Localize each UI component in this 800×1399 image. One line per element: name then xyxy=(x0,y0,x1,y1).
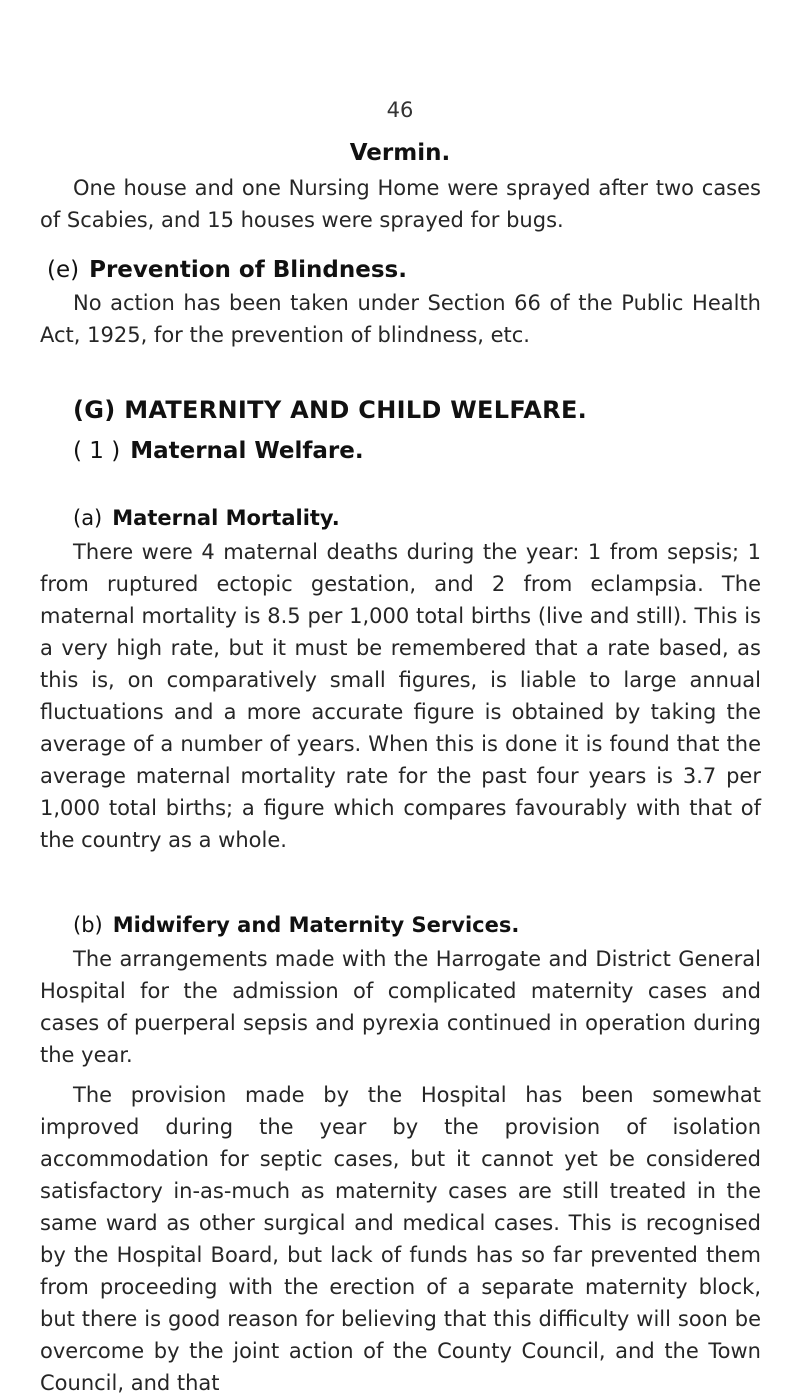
midwifery-services-heading xyxy=(40,913,761,937)
maternity-child-welfare-section xyxy=(40,396,761,464)
section-e-title: Prevention of Blindness. xyxy=(89,257,407,283)
midwifery-paragraph-1: The arrangements made with the Harrogate and District General Hospital for the admission of complicated maternity cases and cases of puerperal sepsis and pyrexia continued in operation during the year. xyxy=(40,947,761,1067)
prevention-of-blindness-section xyxy=(40,257,761,351)
vermin-section xyxy=(40,172,761,236)
section-1-label: ( 1 ) xyxy=(73,438,121,464)
vermin-heading: Vermin. xyxy=(349,140,451,166)
sub-a-label: (a) xyxy=(73,506,103,530)
maternal-mortality-paragraph: There were 4 maternal deaths during the year: 1 from sepsis; 1 from ruptured ectopic gestation, and 2 from eclampsia. The maternal mortality is 8.5 per 1,000 total births (live and still). This is a very high rate, but it must be remembered that a rate based, as this is, on comparatively small figures, is liable to large annual fluctuations and a more accurate figure is obtained by taking the average of a number of years. When this is done it is found that the average maternal mortality rate for the past four years is 3.7 per 1,000 total births; a figure which compares favourably with that of the country as a whole. xyxy=(40,540,761,852)
maternal-mortality-section xyxy=(40,506,761,856)
page-number: 46 xyxy=(386,98,414,122)
section-1-title: Maternal Welfare. xyxy=(130,438,364,464)
prevention-of-blindness-heading xyxy=(40,257,761,283)
sub-b-title: Midwifery and Maternity Services. xyxy=(112,913,520,937)
maternal-welfare-heading xyxy=(40,438,761,464)
maternal-mortality-heading xyxy=(40,506,761,530)
section-e-label: (e) xyxy=(47,257,80,283)
sub-b-label: (b) xyxy=(73,913,103,937)
sub-a-title: Maternal Mortality. xyxy=(112,506,340,530)
maternity-child-welfare-heading: (G) MATERNITY AND CHILD WELFARE. xyxy=(73,396,588,424)
prevention-of-blindness-paragraph: No action has been taken under Section 66 of the Public Health Act, 1925, for the prevention of blindness, etc. xyxy=(40,291,761,347)
midwifery-maternity-services-section xyxy=(40,913,761,1399)
vermin-paragraph: One house and one Nursing Home were sprayed after two cases of Scabies, and 15 houses were sprayed for bugs. xyxy=(40,176,761,232)
midwifery-paragraph-2: The provision made by the Hospital has been somewhat improved during the year by the provision of isolation accommodation for septic cases, but it cannot yet be considered satisfactory in-as-much as maternity cases are still treated in the same ward as other surgical and medical cases. This is recognised by the Hospital Board, but lack of funds has so far prevented them from proceeding with the erection of a separate maternity block, but there is good reason for believing that this difficulty will soon be overcome by the joint action of the County Council, and the Town Council, and that xyxy=(40,1083,761,1395)
